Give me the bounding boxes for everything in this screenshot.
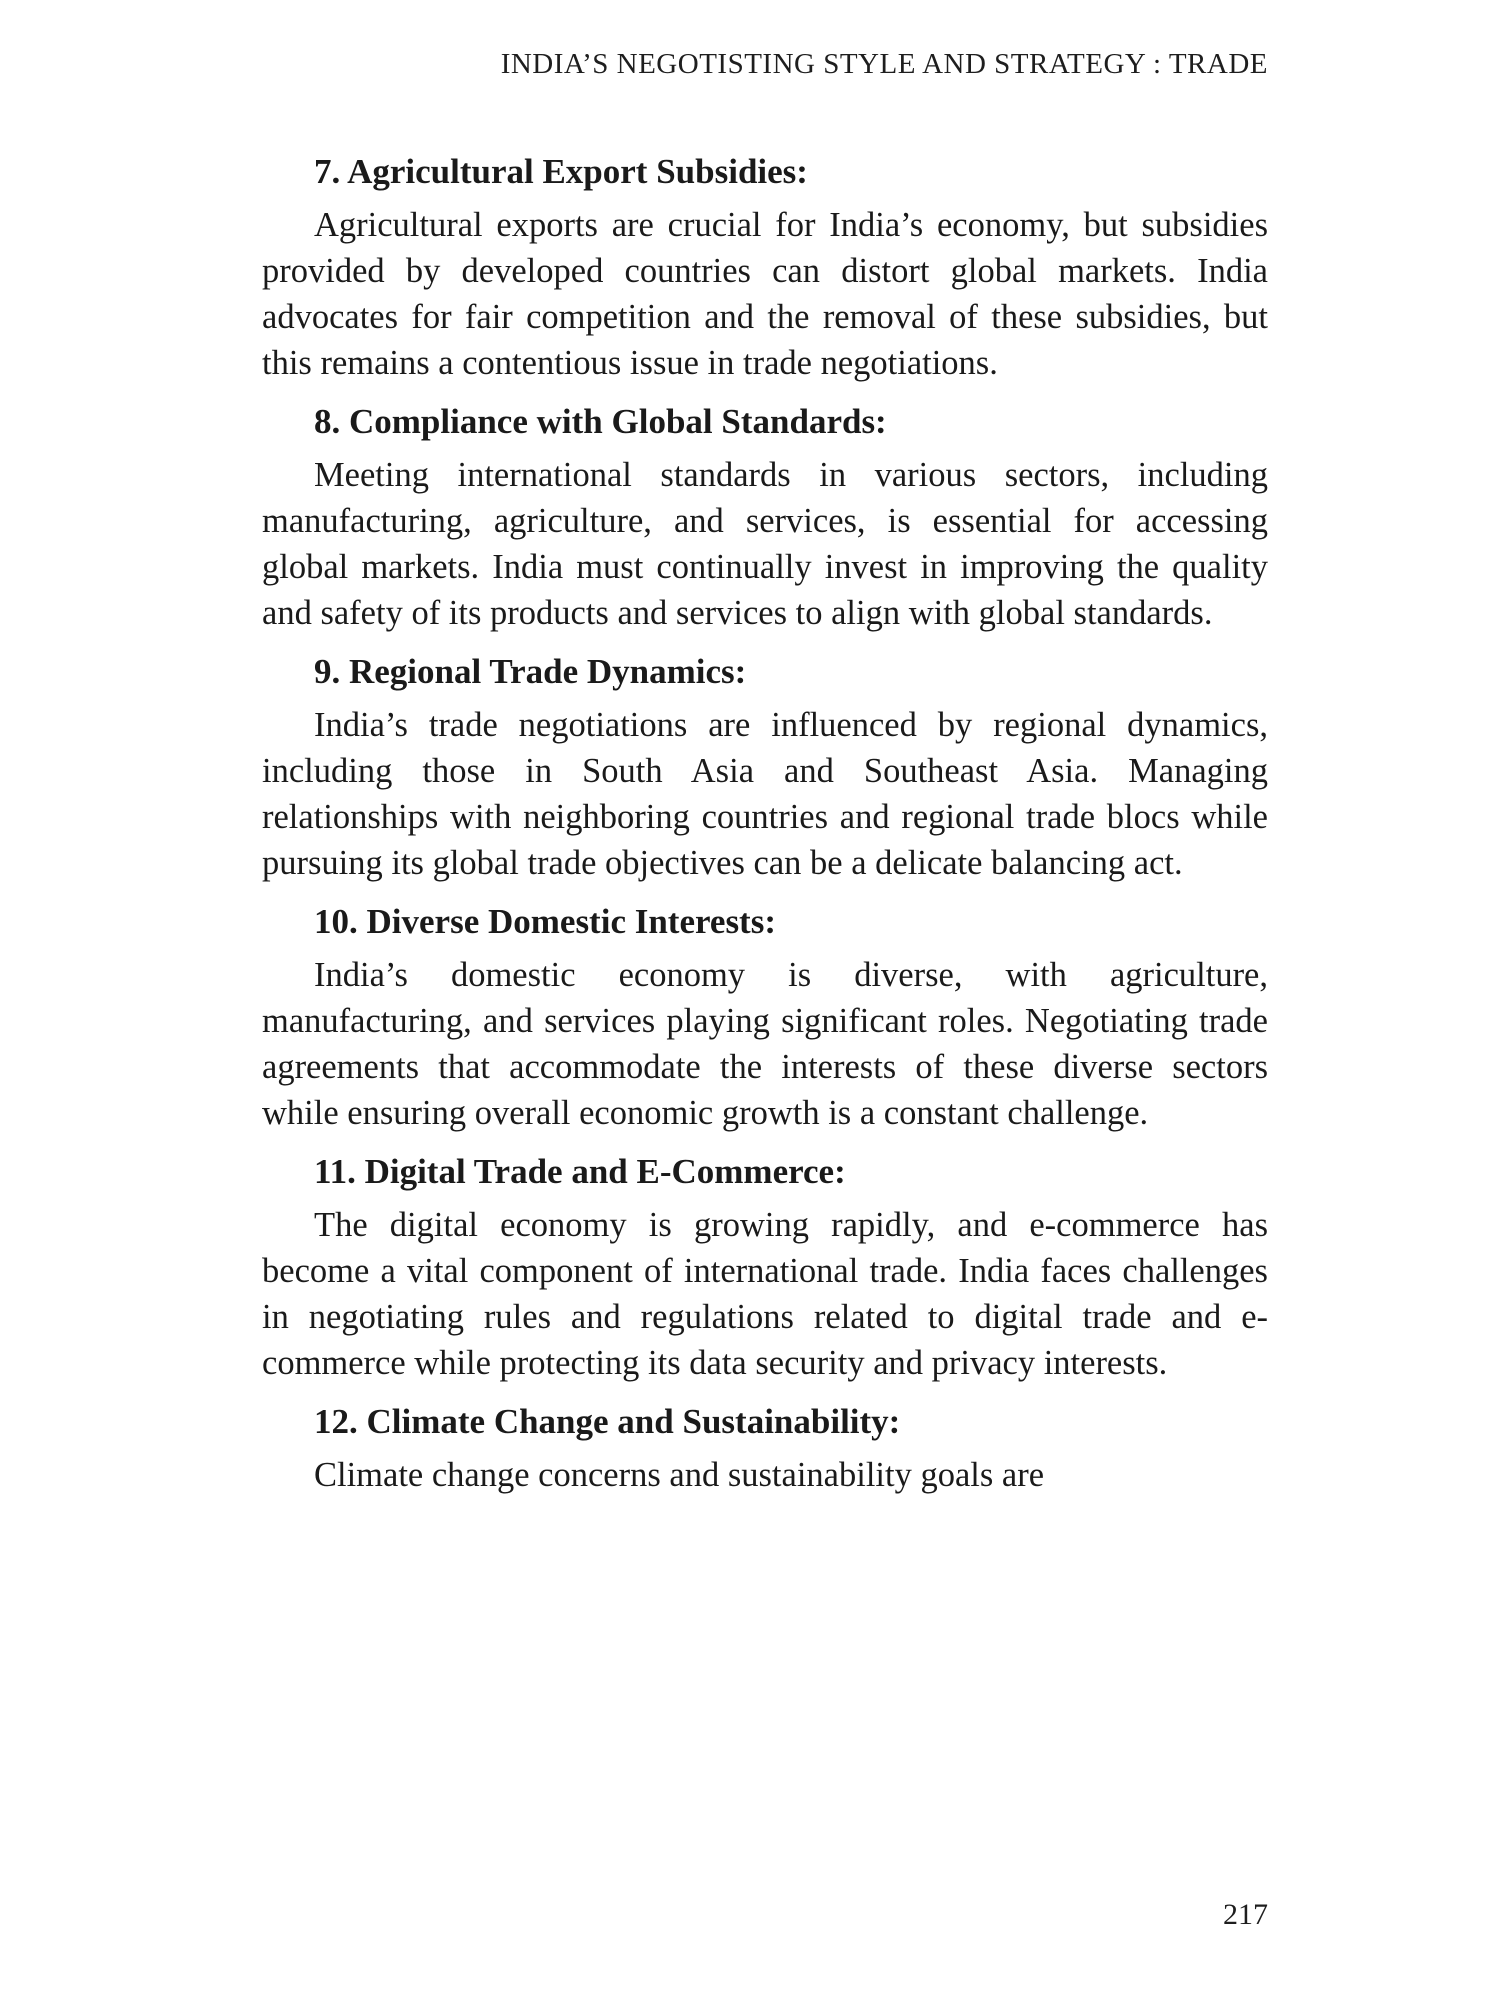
section-heading: 12. Climate Change and Sustainability: xyxy=(314,1402,901,1441)
section-compliance-global-standards xyxy=(262,400,1268,636)
page-content xyxy=(262,150,1268,1512)
section-paragraph: India’s trade negotiations are influenced by regional dynamics, including those in South Asia and Southeast Asia. Managing relationships with neighboring countries and regional trade blocs while pursuing its global trade objectives can be a delicate balancing act. xyxy=(262,706,1268,882)
section-diverse-domestic-interests xyxy=(262,900,1268,1136)
section-heading: 10. Diverse Domestic Interests: xyxy=(314,902,776,941)
section-agricultural-export-subsidies xyxy=(262,150,1268,386)
section-paragraph: The digital economy is growing rapidly, and e-commerce has become a vital component of international trade. India faces challenges in negotiating rules and regulations related to digital trade and e-commerce while protecting its data security and privacy interests. xyxy=(262,1206,1268,1382)
running-head: INDIA’S NEGOTISTING STYLE AND STRATEGY : TRADE xyxy=(500,48,1268,80)
page-number: 217 xyxy=(1223,1898,1268,1931)
section-regional-trade-dynamics xyxy=(262,650,1268,886)
section-paragraph: Climate change concerns and sustainability goals are xyxy=(314,1456,1045,1494)
section-heading: 11. Digital Trade and E-Commerce: xyxy=(314,1152,846,1191)
section-heading: 7. Agricultural Export Subsidies: xyxy=(314,152,808,191)
section-heading: 8. Compliance with Global Standards: xyxy=(314,402,887,441)
section-paragraph: India’s domestic economy is diverse, with agriculture, manufacturing, and services playing significant roles. Negotiating trade agreements that accommodate the interests of these diverse sectors while ensuring overall economic growth is a constant challenge. xyxy=(262,956,1268,1132)
section-heading: 9. Regional Trade Dynamics: xyxy=(314,652,747,691)
section-digital-trade-ecommerce xyxy=(262,1150,1268,1386)
section-climate-change-sustainability xyxy=(262,1400,1268,1498)
section-paragraph: Meeting international standards in various sectors, including manufacturing, agriculture, and services, is essential for accessing global markets. India must continually invest in improving the quality and safety of its products and services to align with global standards. xyxy=(262,456,1268,632)
section-paragraph: Agricultural exports are crucial for India’s economy, but subsidies provided by developed countries can distort global markets. India advocates for fair competition and the removal of these subsidies, but this remains a contentious issue in trade negotiations. xyxy=(262,206,1268,382)
